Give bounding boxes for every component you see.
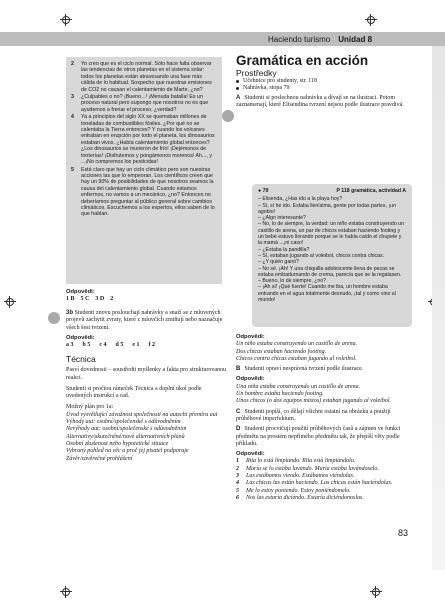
list-item: 2 María se lo estaba lavando. María estaba lavándoselo. bbox=[236, 465, 379, 472]
prostredky-title: Prostředky bbox=[236, 68, 277, 79]
registration-mark-left bbox=[4, 296, 16, 308]
dialog-line: – ¿Y quién ganó? bbox=[258, 259, 299, 266]
answers-row: 1 B 5 C 3 D 2 bbox=[66, 296, 114, 303]
answers-d-list bbox=[236, 458, 406, 502]
exercise-c: C Studenti popíší, co dělají všichni ostatní na obrázku a použijí průběhové imperfektum. bbox=[236, 408, 391, 422]
resource-item: Nahrávka, stopa 79 bbox=[236, 85, 406, 92]
audio-transcript-box bbox=[252, 184, 412, 327]
plan-item: Alternativy/ukutečněné/nové alternativních plánů bbox=[66, 433, 185, 440]
plan-item: Vybraný pohled na věc a proč jej pisatel podporuje bbox=[66, 448, 189, 455]
left-answers-1 bbox=[66, 289, 226, 304]
right-answers: Odpovědi: Un niño estaba construyendo un castillo de arena. Dos chicas estaban haciendo footing. Chicos contra chicas estaban jugando al voleibol. B Studenti opraví nesprávná tvrzení podle ilustrace. Odpovědi: Una niña estaba construyendo un castillo de arena. Un hombre estaba haciendo footing. Unos chicos (o dos equipos mixtos) estaban jugando al voleibol. C Studenti popíší, co dělají všichni ostatní na obrázku a použijí průběhové imperfektum. D Studenti procvičují použití průběhových časů a zájmen ve funkci předmětu na prostém nepřímého předmětu tak, že přepíší věty podle příkladu. Odpovědi: 1 Rita lo está limpiando. Rita está limpiándolo. 2 María se lo estaba lavando. María estaba lavándoselo. 3 Las estábamos viendo. Estábamos viéndolas. 4 Las chicas las están haciendo. Las chicas están haciéndolas. 5 Me lo estoy poniendo. Estoy poniéndomelo. 6 Nos las estaría diciendo. Estaría diciéndonoslas. bbox=[236, 334, 406, 502]
page-header bbox=[268, 32, 408, 46]
list-item: 5 Me lo estoy poniendo. Estoy poniéndomelo. bbox=[236, 487, 351, 494]
plan-item: Nevýhody aut: osobní/společenské s odůvodněním bbox=[66, 426, 187, 433]
tecnica-title: Técnica bbox=[66, 354, 96, 364]
plan-item: Závěr/závěrečné prohlášení bbox=[66, 455, 133, 462]
track-number: ● 79 bbox=[258, 188, 269, 194]
page-title: Gramática en acción bbox=[236, 53, 369, 68]
dialog-line: – ¿Algo interesante? bbox=[258, 215, 306, 222]
opinion-item: 4 Ya a principios del siglo XX se quemaban millones de toneladas de combustibles fósiles. ¿Por qué no se calentaba la Tierra entonces? Y cuando los volcanes entraban en erupción por todo el planeta, los dinosaurios estaban vivos. ¿Había calentamiento global entonces? ¿Los dinosaurios se murieron de frío! ¡Dejémonos de tonterías! ¡Disfrutemos y pongámonos morenos! Ah..., y ...¡No compremos los pesticidas! bbox=[71, 114, 215, 166]
dialog-line: – Bueno, lo de siempre, ¿no? bbox=[258, 278, 327, 285]
registration-mark-top-right bbox=[365, 14, 377, 26]
registration-mark-top-left bbox=[60, 14, 72, 26]
dialog-line: – ¿Estaba la pandilla? bbox=[258, 246, 310, 253]
list-item: 6 Nos las estaría diciendo. Estaría diciéndonoslas. bbox=[236, 494, 364, 501]
registration-mark-bottom-right bbox=[370, 586, 382, 598]
exercise-3b: 3b Studenti znovu poslouchají nahrávky a snaží se z mluvených projevů zachytit zvraty, které z mluvčích zmiňují nebo naznačuje všech šest tvrzení. bbox=[66, 310, 223, 331]
track-reference: P 118 gramática, actividad A bbox=[336, 188, 406, 194]
opinion-item: 3 ¿Culpables o no? ¡Bueno...! ¡Menuda batalla! Es un proceso natural pero supongo que nosotros no es que ayudemos a frenar el proceso, ¿verdad? bbox=[71, 94, 209, 113]
dialog-line: – No sé. ¡Ah! Y una chiquilla adolescente llena de pecas se estaba embadurnando de crema, parecía que se la regalasen. bbox=[258, 265, 402, 278]
plan-item: Výhody aut: osobní/společenské s odůvodněním bbox=[66, 419, 181, 426]
opinion-box bbox=[66, 57, 222, 284]
opinion-item: 2 Yo creo que es el ciclo normal. Sólo hace falta observar las tendencias de otros planetas en el sistema solar: todos los planetas están atravesando una fase más cálida de lo habitual. Sospecho que nuestras emisiones de CO2 no causan el calentamiento de Marte, ¿no? bbox=[71, 61, 212, 93]
page-number: 83 bbox=[398, 528, 409, 538]
dialog-line: – ¡Ah sí! ¡Qué fuerte! Cuando me iba, un hombre estaba entrando en el agua totalmente desnudo, ¡tal y como vino al mundo! bbox=[258, 284, 396, 304]
exercise-b: B Studenti opraví nesprávná tvrzení podle ilustrace. bbox=[236, 366, 364, 373]
header-unit: Unidad 8 bbox=[338, 34, 373, 44]
list-item: 4 Las chicas las están haciendo. Las chicas están haciéndolas. bbox=[236, 480, 393, 487]
dialog-line: – Elisenda, ¿Has ido a la playa hoy? bbox=[258, 196, 343, 203]
answers-row: a 3 b 5 c 4 d 5 e 1 f 2 bbox=[66, 342, 156, 349]
audio-icon bbox=[222, 110, 234, 122]
registration-mark-bottom-left bbox=[60, 586, 72, 598]
header-section: Haciendo turismo bbox=[268, 34, 331, 44]
page-edge-strip bbox=[432, 40, 445, 570]
dialog-line: – No, lo de siempre, la verdad: un niño estaba construyendo un castillo de arena, un par de chicos estaban haciendo footing y un bebé estuvo llorando porque se le había caído el chupete y la mamá ...¡ni caso! bbox=[258, 221, 404, 247]
list-item: 3 Las estábamos viendo. Estábamos viéndolas. bbox=[236, 473, 355, 480]
exercise-a: A Studenti si poslechnou nahrávku a dívají se na ilustraci. Potom zaznamenají, které Elisendina tvrzení nejsou podle ilustrace pravdivá. bbox=[236, 95, 404, 109]
plan-item: Úvod vysvětlující závažnost společnosti na autechi přemíru aut bbox=[66, 411, 218, 418]
dialog-line: – Sí, estaban jugando al voleibol, chicos contra chicas. bbox=[258, 252, 385, 259]
resource-item: Učebnice pro studenty, str. 118 bbox=[236, 78, 406, 85]
audio-icon bbox=[48, 312, 60, 324]
plan-item: Osobní zkušenost nebo hypotetické situace bbox=[66, 440, 169, 447]
answers-label: Odpovědi: bbox=[66, 289, 95, 295]
exercise-d: D Studenti procvičují použití průběhových časů a zájmen ve funkci předmětu na prostém nepřímého předmětu tak, že přepíší věty podle příkladu. bbox=[236, 426, 401, 447]
tecnica-section: Técnica Pasví dovednosti – soustředit myšlenky a fakta pro strukturovanou reakci. Studenti si pročtou rámeček Técnica a doplní úkol podle uvedených instrukcí a rad. Možný plán pro 1a: Úvod vysvětlující závažnost společnosti na autechi přemíru aut Výhody aut: osobní/společenské s odůvodněním Nevýhody aut: osobní/společenské s odůvodněním Alternativy/ukutečněné/nové alternativních plánů Osobní zkušenost nebo hypotetické situace Vybraný pohled na věc a proč jej pisatel podporuje Závěr/závěrečné prohlášení bbox=[66, 354, 226, 462]
opinion-item: 5 Está claro que hay un ciclo climático pero son nuestras acciones las que lo empeoran. Los científicos creen que hay un 90% de posibilidades de que nosotros seamos la causa del calentamiento global. Cuando estamos enfermos, no vamos a un mecánico, ¿no? Entonces no deberíamos preguntar al público general sobre cambios climáticos. Escuchemos a los expertos, ellos saben de lo que hablan. bbox=[71, 166, 215, 218]
list-item: 1 Rita lo está limpiando. Rita está limpiándolo. bbox=[236, 458, 356, 465]
right-top bbox=[236, 53, 406, 110]
dialog-line: – Sí, sí he ido. Estaba llenísima, gente por todas partes, ¡un agobio! bbox=[258, 202, 396, 215]
left-answers-2: Odpovědi: a 3 b 5 c 4 d 5 e 1 f 2 bbox=[66, 335, 226, 350]
